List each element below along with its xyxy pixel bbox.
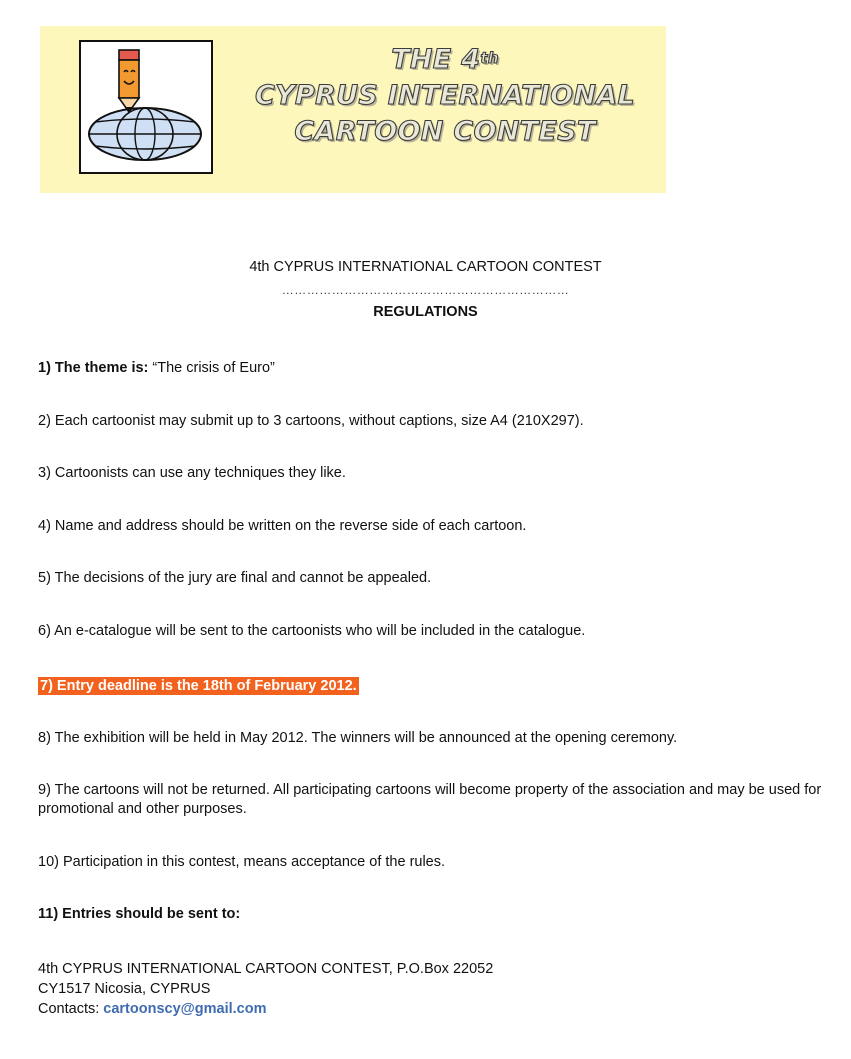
- deadline-highlight: 7) Entry deadline is the 18th of February 2012.: [40, 678, 357, 694]
- pencil-on-globe-icon: [81, 42, 211, 172]
- contest-banner: [40, 26, 666, 193]
- rule-2: 2) Each cartoonist may submit up to 3 cartoons, without captions, size A4 (210X297).: [38, 413, 584, 429]
- email-link[interactable]: cartoonscy@gmail.com: [103, 1001, 267, 1017]
- rule-7-deadline: [38, 677, 828, 696]
- rule-1: 1) The theme is: “The crisis of Euro”: [38, 360, 275, 376]
- rule-11: 11) Entries should be sent to:: [38, 906, 241, 922]
- rule-10: 10) Participation in this contest, means acceptance of the rules.: [38, 854, 446, 870]
- document-title: 4th CYPRUS INTERNATIONAL CARTOON CONTEST: [249, 259, 602, 275]
- rule-4: 4) Name and address should be written on the reverse side of each cartoon.: [38, 518, 527, 534]
- banner-title: THE 4th CYPRUS INTERNATIONAL CARTOON CONTEST: [254, 44, 636, 147]
- mailing-address: [38, 959, 493, 1019]
- address-line-1: 4th CYPRUS INTERNATIONAL CARTOON CONTEST, P.O.Box 22052: [38, 961, 494, 977]
- rule-3: 3) Cartoonists can use any techniques they like.: [38, 465, 346, 481]
- rule-6: 6) An e-catalogue will be sent to the cartoonists who will be included in the catalogue.: [38, 623, 586, 639]
- contacts-line: Contacts: cartoonscy@gmail.com: [38, 1001, 267, 1017]
- logo: [79, 40, 213, 174]
- title-divider: ……………………………………………………………: [281, 283, 570, 297]
- rule-9: 9) The cartoons will not be returned. All participating cartoons will become property of the association and may be used for promotional and other purposes.: [38, 782, 822, 817]
- rule-5: 5) The decisions of the jury are final and cannot be appealed.: [38, 570, 432, 586]
- address-line-2: CY1517 Nicosia, CYPRUS: [38, 981, 211, 997]
- regulations-heading: REGULATIONS: [373, 304, 478, 320]
- rule-8: 8) The exhibition will be held in May 2012. The winners will be announced at the opening ceremony.: [38, 730, 678, 746]
